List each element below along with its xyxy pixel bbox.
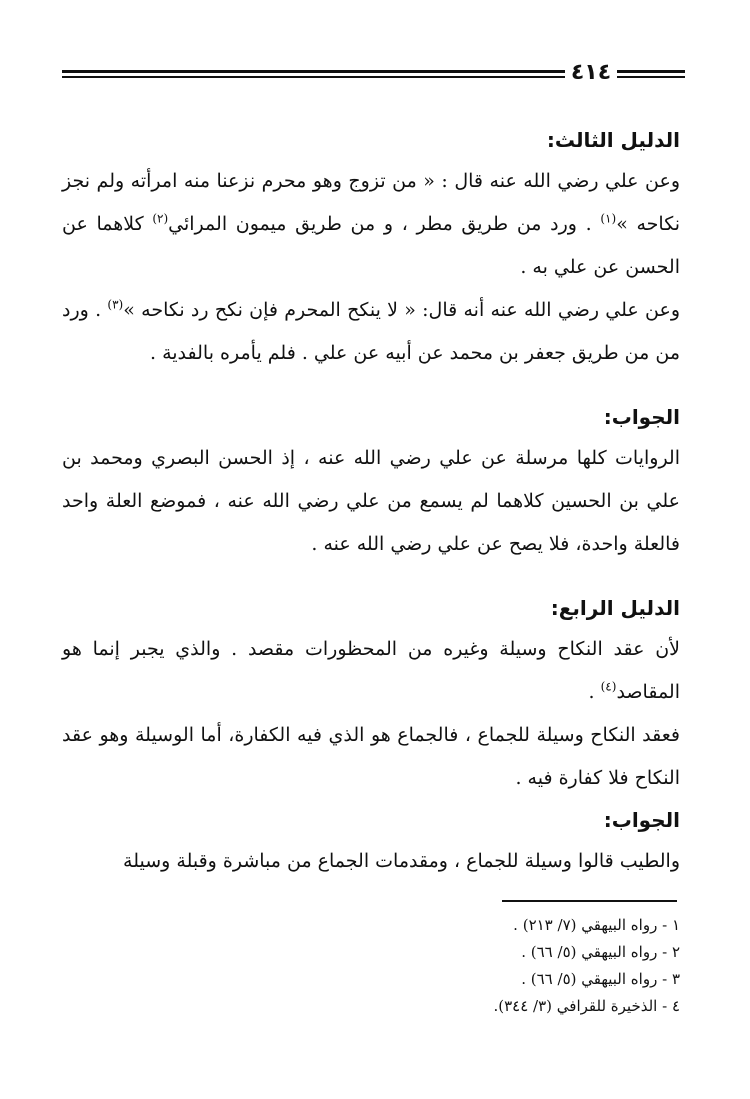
- page-body: [62, 120, 680, 883]
- footnote: ٢ - رواه البيهقي (٥/ ٦٦) .: [521, 943, 680, 961]
- paragraph-text: وعن علي رضي الله عنه قال : « من تزوج وهو محرم نزعنا منه امرأته ولم نجز نكاحه »: [62, 170, 680, 235]
- paragraph: [62, 160, 680, 289]
- footnote-ref: (٤): [600, 679, 617, 694]
- section-heading: الدليل الرابع:: [550, 596, 680, 620]
- page-number: ٤١٤: [565, 60, 617, 86]
- section-heading: الجواب:: [603, 808, 680, 832]
- paragraph: [62, 289, 680, 375]
- paragraph: الروايات كلها مرسلة عن علي رضي الله عنه ، إذ الحسن البصري ومحمد بن علي بن الحسين كلاهما لم يسمع من علي رضي الله عنه ، فموضع العلة واحد فالعلة واحدة، فلا يصح عن علي رضي الله عنه .: [62, 447, 680, 555]
- footnotes: [280, 912, 680, 1020]
- footnote: ٣ - رواه البيهقي (٥/ ٦٦) .: [521, 970, 680, 988]
- paragraph-text: كلاهما عن الحسن عن علي به .: [62, 213, 680, 278]
- paragraph-text: وعن علي رضي الله عنه أنه قال: « لا ينكح المحرم فإن نكح رد نكاحه »: [123, 299, 680, 321]
- paragraph-text: .: [588, 681, 601, 703]
- paragraph-text: لأن عقد النكاح وسيلة وغيره من المحظورات مقصد . والذي يجبر إنما هو المقاصد: [62, 638, 680, 703]
- paragraph: [62, 628, 680, 714]
- footnote: ٤ - الذخيرة للقرافي (٣/ ٣٤٤).: [493, 997, 680, 1015]
- footnote-ref: (٢): [152, 211, 169, 226]
- paragraph: والطيب قالوا وسيلة للجماع ، ومقدمات الجماع من مباشرة وقبلة وسيلة: [123, 850, 680, 872]
- section-heading: الدليل الثالث:: [546, 128, 680, 152]
- paragraph: فعقد النكاح وسيلة للجماع ، فالجماع هو الذي فيه الكفارة، أما الوسيلة وهو عقد النكاح فلا كفارة فيه .: [62, 724, 680, 789]
- footnote-ref: (٣): [107, 297, 124, 312]
- footnote: ١ - رواه البيهقي (٧/ ٢١٣) .: [513, 916, 680, 934]
- footnote-separator: [502, 900, 677, 902]
- paragraph-text: . ورد من من طريق جعفر بن محمد عن أبيه عن علي . فلم يأمره بالفدية .: [62, 299, 680, 364]
- paragraph-text: . ورد من طريق مطر ، و من طريق ميمون المرائي: [168, 213, 601, 235]
- footnote-ref: (١): [600, 211, 617, 226]
- section-heading: الجواب:: [603, 405, 680, 429]
